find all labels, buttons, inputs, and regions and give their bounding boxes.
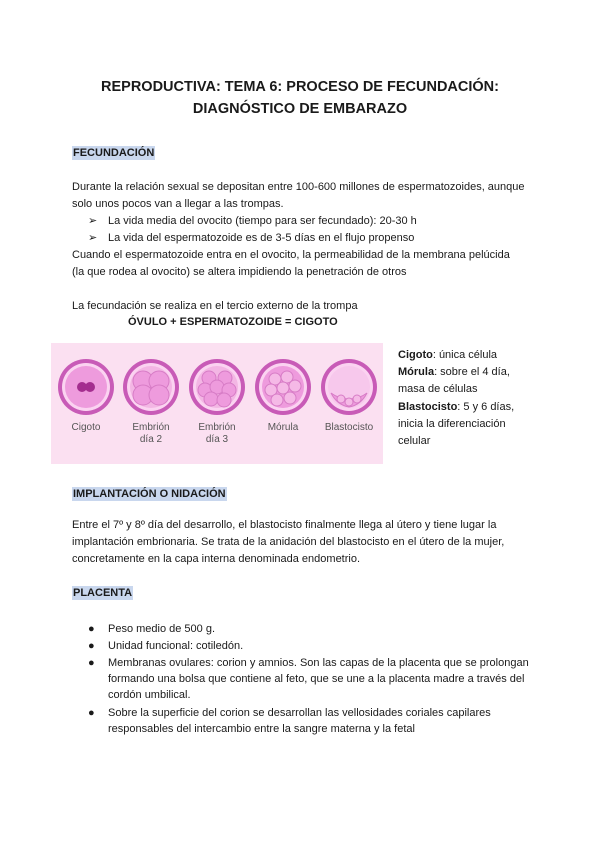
placenta-bullet-unidad: ● Unidad funcional: cotiledón. (88, 640, 244, 652)
stage-label-embrion-dia3: Embrión día 3 (198, 422, 236, 445)
arrow-bullet-icon: ➢ (88, 215, 98, 227)
heading-fecundacion: FECUNDACIÓN (73, 147, 155, 159)
def-blastocisto-2: inicia la diferenciación (398, 417, 506, 430)
page-title (40, 76, 560, 120)
morula-illustration (253, 357, 313, 417)
fecundacion-intro (72, 179, 532, 213)
embryo-stages-figure (51, 343, 383, 464)
arrow-item-ovocito: ➢ La vida media del ovocito (tiempo para ser fecundado): 20-30 h (88, 213, 417, 230)
def-morula-2: masa de células (398, 383, 478, 396)
placenta-bullet-corion: ● Sobre la superficie del corion se desarrollan las vellosidades coriales capilares responsables del intercambio entre la sangre materna y la fetal (88, 707, 491, 735)
bullet-dot-icon: ● (88, 623, 95, 635)
para-line-1: Cuando el espermatozoide entra en el ovocito, la permeabilidad de la membrana pelúcida (72, 249, 510, 261)
arrow-bullet-icon: ➢ (88, 232, 98, 244)
stage-label-cigoto: Cigoto (71, 422, 101, 433)
def-morula: Mórula: sobre el 4 día, (398, 366, 510, 379)
stage-definitions (398, 347, 558, 450)
embrion-dia2-illustration (121, 357, 181, 417)
fecundacion-formula: ÓVULO + ESPERMATOZOIDE = CIGOTO (128, 316, 338, 328)
bullet-dot-icon: ● (88, 640, 95, 652)
title-line-2: DIAGNÓSTICO DE EMBARAZO (192, 101, 408, 117)
intro-line-1: Durante la relación sexual se depositan entre 100-600 millones de espermatozoides, aunque (72, 181, 525, 193)
intro-line-2: solo unos pocos van a llegar a las trompas. (72, 198, 284, 210)
arrow-item-espermatozoide: ➢ La vida del espermatozoide es de 3-5 días en el flujo propenso (88, 230, 414, 247)
placenta-bullet-peso: ● Peso medio de 500 g. (88, 623, 216, 635)
heading-implantacion: IMPLANTACIÓN O NIDACIÓN (73, 488, 226, 500)
title-line-1: REPRODUCTIVA: TEMA 6: PROCESO DE FECUNDACIÓN: (101, 79, 499, 95)
implantacion-paragraph: Entre el 7º y 8º día del desarrollo, el blastocisto finalmente llega al útero y tiene lugar la implantación embrionaria. Se trata de la anidación del blastocisto en el útero de la mujer, concretamente en la capa interna denominada endometrio. (72, 519, 505, 565)
stage-label-morula: Mórula (267, 422, 299, 433)
fecundacion-location: La fecundación se realiza en el tercio externo de la trompa (72, 300, 358, 312)
para-line-2: (la que rodea al ovocito) se altera impidiendo la penetración de otros (72, 266, 407, 278)
def-blastocisto: Blastocisto: 5 y 6 días, (398, 400, 515, 413)
blastocisto-illustration (319, 357, 379, 417)
stage-label-blastocisto: Blastocisto (324, 422, 374, 433)
bullet-dot-icon: ● (88, 707, 95, 719)
stage-label-embrion-dia2: Embrión día 2 (132, 422, 170, 445)
cigoto-cell-illustration (56, 357, 116, 417)
def-cigoto: Cigoto: única célula (398, 349, 498, 361)
placenta-bullet-membranas: ● Membranas ovulares: corion y amnios. Son las capas de la placenta que se prolongan formando una bolsa que contiene al feto, que se une a la placenta madre a través del cordón umbilical. (88, 657, 529, 701)
def-blastocisto-3: celular (398, 435, 431, 448)
fecundacion-paragraph (72, 247, 532, 281)
heading-placenta: PLACENTA (73, 587, 133, 599)
embrion-dia3-illustration (187, 357, 247, 417)
bullet-dot-icon: ● (88, 657, 95, 669)
